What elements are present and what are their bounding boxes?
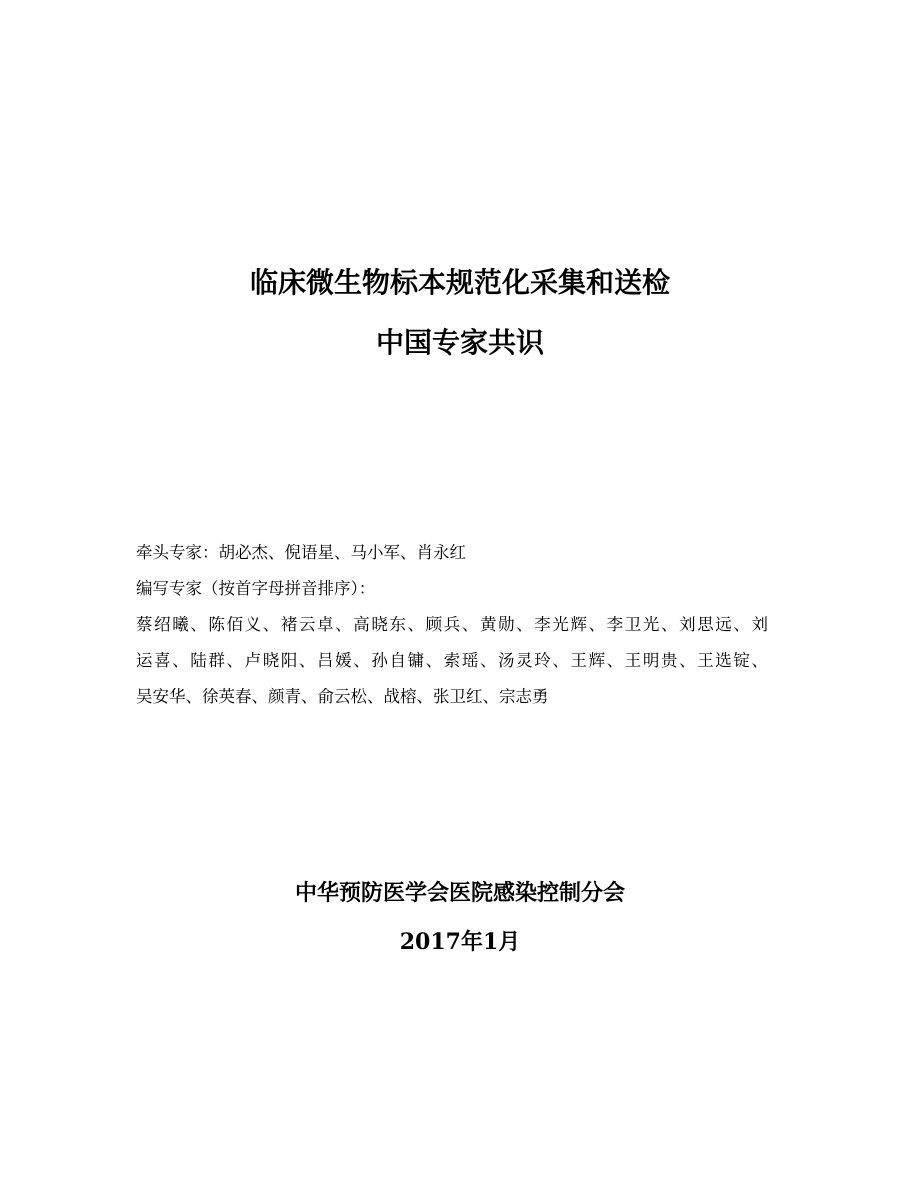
editors-heading: 编写专家（按首字母拼音排序）： xyxy=(136,579,376,598)
editor-list-line: 吴安华、徐英春、颜青、俞云松、战榕、张卫红、宗志勇 xyxy=(136,687,549,706)
organization-name: 中华预防医学会医院感染控制分会 xyxy=(294,880,625,906)
document-subtitle: 中国专家共识 xyxy=(375,326,544,359)
document-title: 临床微生物标本规范化采集和送检 xyxy=(249,266,670,299)
editor-list-line: 蔡绍曦、陈佰义、褚云卓、高晓东、顾兵、黄勋、李光辉、李卫光、刘思远、刘 xyxy=(136,615,768,634)
lead-experts: 牵头专家：胡必杰、倪语星、马小军、肖永红 xyxy=(136,543,466,562)
publication-date: 2017年1月 xyxy=(399,929,521,955)
editor-list-line: 运喜、陆群、卢晓阳、吕媛、孙自镛、索瑶、汤灵玲、王辉、王明贵、王选锭、 xyxy=(136,651,768,670)
author-section xyxy=(136,535,776,715)
